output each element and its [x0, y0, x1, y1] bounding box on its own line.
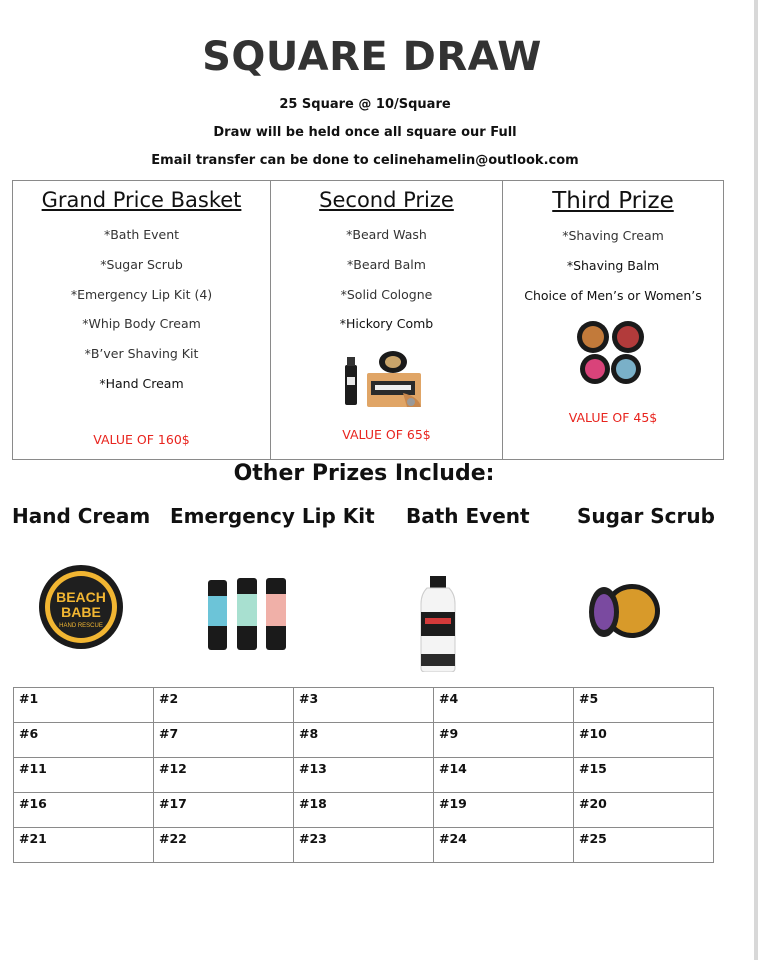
other-label-lip-kit: Emergency Lip Kit: [170, 504, 375, 528]
square-cell: #17: [154, 793, 294, 828]
grid-row: [14, 723, 714, 758]
square-cell: #21: [14, 828, 154, 863]
square-cell: #8: [294, 723, 434, 758]
third-prize-column: [503, 181, 723, 459]
square-cell: #11: [14, 758, 154, 793]
square-cell: #24: [434, 828, 574, 863]
prize-item: *Shaving Balm: [566, 257, 660, 273]
square-cell: #6: [14, 723, 154, 758]
grand-prize-column: [13, 181, 271, 459]
sugar-scrub-image: [586, 582, 662, 640]
grid-row: [14, 793, 714, 828]
square-cell: #20: [574, 793, 714, 828]
square-cell: #12: [154, 758, 294, 793]
prize-item: *Whip Body Cream: [82, 316, 201, 332]
prize-item: *Shaving Cream: [562, 228, 664, 243]
second-prize-column: [271, 181, 503, 459]
square-cell: #9: [434, 723, 574, 758]
square-cell: #1: [14, 688, 154, 723]
grid-row: [14, 758, 714, 793]
prize-item: *Bath Event: [103, 227, 180, 242]
second-prize-items: [271, 227, 502, 346]
other-label-sugar-scrub: Sugar Scrub: [577, 504, 715, 528]
third-prize-value: VALUE OF 45$: [568, 410, 658, 425]
third-prize-items: [503, 228, 723, 317]
grand-prize-items: [13, 227, 270, 406]
page-title: SQUARE DRAW: [202, 34, 542, 80]
prize-item: *Sugar Scrub: [100, 256, 183, 272]
square-cell: #3: [294, 688, 434, 723]
second-prize-value: VALUE OF 65$: [342, 427, 431, 442]
square-cell: #4: [434, 688, 574, 723]
prize-item: *Hickory Comb: [339, 316, 434, 332]
lip-kit-image: [205, 574, 289, 652]
grid-row: [14, 688, 714, 723]
other-label-hand-cream: Hand Cream: [12, 504, 151, 528]
jar-text-2: BABE: [61, 604, 101, 620]
email-line: Email transfer can be done to celinehamelin@outlook.com: [151, 153, 579, 168]
prize-item: Choice of Men’s or Women’s: [524, 287, 702, 303]
square-cell: #19: [434, 793, 574, 828]
price-line: 25 Square @ 10/Square: [279, 97, 451, 112]
square-cell: #5: [574, 688, 714, 723]
other-label-bath-event: Bath Event: [406, 504, 530, 528]
square-cell: #13: [294, 758, 434, 793]
square-cell: #22: [154, 828, 294, 863]
prize-item: *Emergency Lip Kit (4): [70, 286, 213, 302]
beard-kit-image: [341, 347, 433, 409]
square-cell: #23: [294, 828, 434, 863]
prize-item: *Beard Wash: [346, 227, 427, 242]
jar-text-3: HAND RESCUE: [59, 623, 103, 629]
prize-item: *Beard Balm: [347, 256, 426, 272]
other-prizes-heading: Other Prizes Include:: [233, 461, 495, 486]
square-cell: #15: [574, 758, 714, 793]
shaving-tins-image: [573, 319, 649, 387]
hand-cream-jar-image: [38, 564, 124, 650]
prize-table: [12, 180, 724, 460]
square-cell: #25: [574, 828, 714, 863]
third-prize-title: Third Prize: [552, 188, 674, 214]
second-prize-title: Second Prize: [319, 188, 454, 212]
square-grid: [13, 687, 714, 863]
page-edge: [754, 0, 758, 960]
jar-text-1: BEACH: [56, 589, 106, 605]
square-cell: #7: [154, 723, 294, 758]
prize-item: *Hand Cream: [99, 375, 184, 391]
prize-item: *Solid Cologne: [340, 286, 433, 302]
bath-event-bottle-image: [419, 576, 457, 672]
square-cell: #16: [14, 793, 154, 828]
grand-prize-title: Grand Price Basket: [41, 188, 242, 212]
prize-item: *B’ver Shaving Kit: [84, 346, 199, 362]
grid-row: [14, 828, 714, 863]
draw-line: Draw will be held once all square our Full: [213, 125, 517, 140]
square-cell: #2: [154, 688, 294, 723]
square-cell: #10: [574, 723, 714, 758]
square-cell: #18: [294, 793, 434, 828]
square-cell: #14: [434, 758, 574, 793]
grand-prize-value: VALUE OF 160$: [93, 432, 190, 447]
